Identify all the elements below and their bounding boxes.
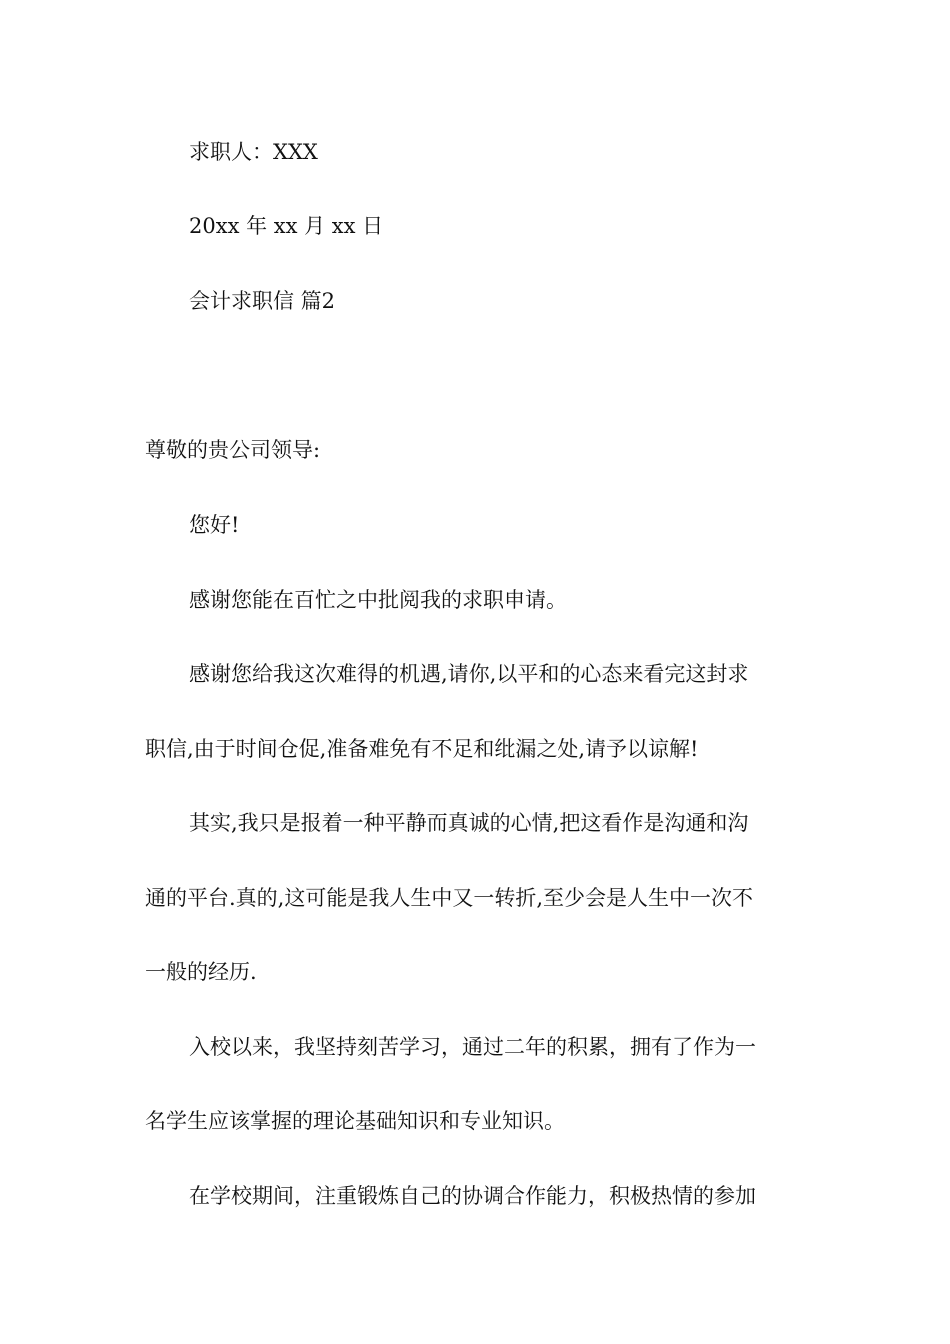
paragraph-2-line-1: 感谢您给我这次难得的机遇,请你,以平和的心态来看完这封求 <box>189 662 749 686</box>
paragraph-1-line-1: 感谢您能在百忙之中批阅我的求职申请。 <box>189 588 567 612</box>
date-line: 20xx 年 xx 月 xx 日 <box>189 214 384 238</box>
paragraph-2-line-2: 职信,由于时间仓促,准备难免有不足和纰漏之处,请予以谅解! <box>145 737 699 761</box>
greeting: 您好! <box>189 513 240 537</box>
paragraph-3-line-2: 通的平台.真的,这可能是我人生中又一转折,至少会是人生中一次不 <box>145 886 754 910</box>
paragraph-5-line-1: 在学校期间，注重锻炼自己的协调合作能力，积极热情的参加 <box>189 1184 756 1208</box>
section-heading: 会计求职信 篇2 <box>189 289 336 313</box>
paragraph-3-line-1: 其实,我只是报着一种平静而真诚的心情,把这看作是沟通和沟 <box>189 811 749 835</box>
paragraph-4-line-1: 入校以来，我坚持刻苦学习，通过二年的积累，拥有了作为一 <box>189 1035 756 1059</box>
paragraph-4-line-2: 名学生应该掌握的理论基础知识和专业知识。 <box>145 1109 565 1133</box>
paragraph-3-line-3: 一般的经历. <box>145 960 257 984</box>
applicant-line: 求职人：XXX <box>189 140 318 164</box>
salutation: 尊敬的贵公司领导: <box>145 438 321 462</box>
